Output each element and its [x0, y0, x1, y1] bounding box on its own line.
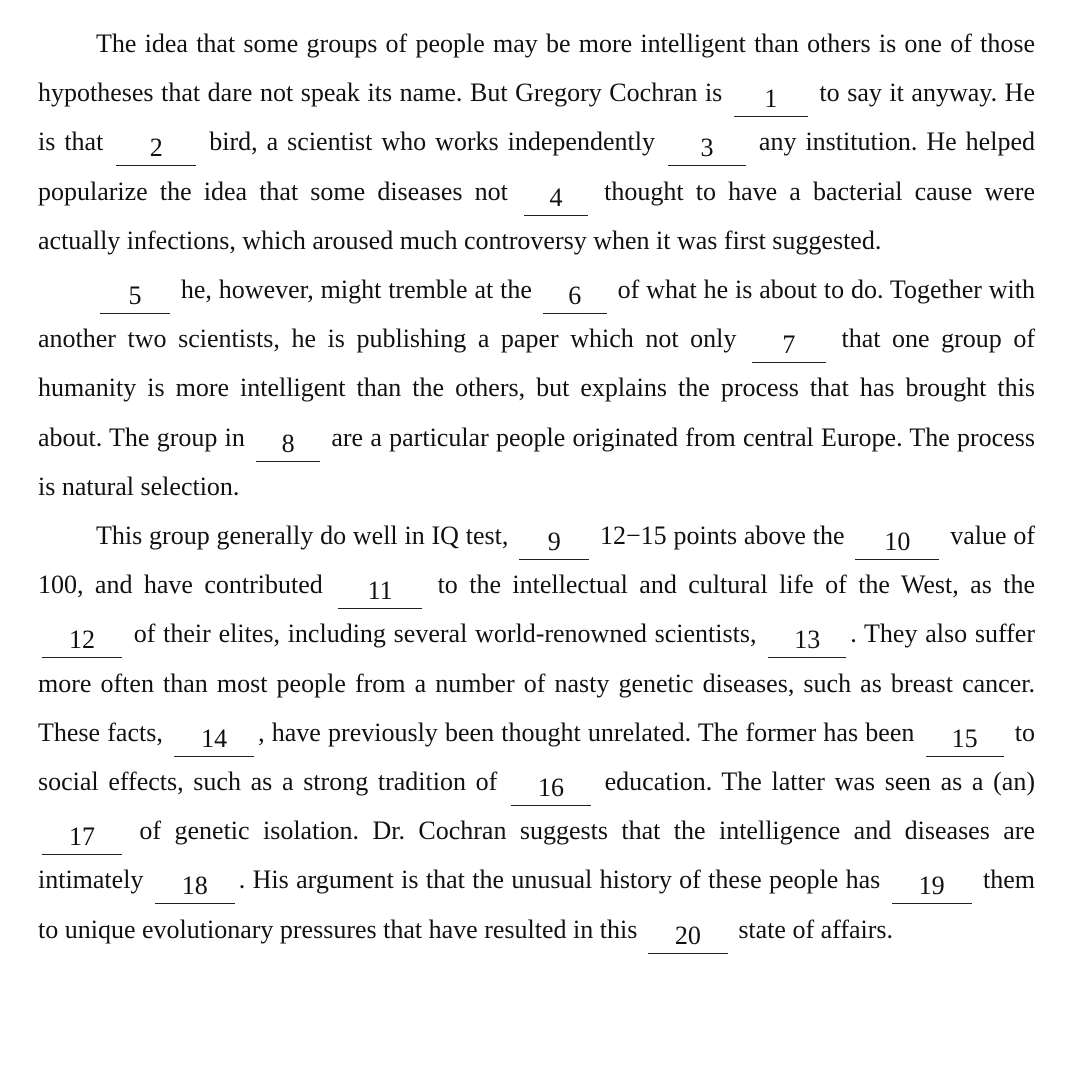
blank-13[interactable]: 13 [768, 627, 846, 658]
text-segment: value of 100, and have contributed [38, 521, 1035, 600]
text-segment: of their elites, including several world-renowned scientists, [126, 619, 765, 649]
blank-2[interactable]: 2 [116, 135, 196, 166]
text-segment: are a particular people originated from central Europe. The process is natural selection. [38, 422, 1035, 501]
blank-18[interactable]: 18 [155, 873, 235, 904]
blank-3[interactable]: 3 [668, 135, 746, 166]
blank-20[interactable]: 20 [648, 923, 728, 954]
text-segment: bird, a scientist who works independently [200, 127, 664, 157]
blank-12[interactable]: 12 [42, 627, 122, 658]
blank-5[interactable]: 5 [100, 283, 170, 314]
blank-14[interactable]: 14 [174, 726, 254, 757]
text-segment: , have previously been thought unrelated. The former has been [258, 717, 922, 747]
blank-19[interactable]: 19 [892, 873, 972, 904]
paragraph-2 [38, 265, 1035, 511]
blank-17[interactable]: 17 [42, 824, 122, 855]
blank-6[interactable]: 6 [543, 283, 607, 314]
text-segment: . They also suffer more often than most people from a number of nasty genetic diseases, such as breast cancer. These facts, [38, 619, 1036, 747]
blank-8[interactable]: 8 [256, 431, 320, 462]
blank-11[interactable]: 11 [338, 578, 422, 609]
text-segment: of genetic isolation. Dr. Cochran suggests that the intelligence and diseases are intimately [38, 816, 1035, 895]
blank-15[interactable]: 15 [926, 726, 1004, 757]
text-segment: to say it anyway. He is that [38, 78, 1035, 157]
text-segment: education. The latter was seen as a (an) [594, 767, 1035, 797]
text-segment: of what he is about to do. Together with another two scientists, he is publishing a paper which not only [38, 275, 1035, 354]
text-segment: thought to have a bacterial cause were actually infections, which aroused much controversy when it was first suggested. [38, 176, 1035, 255]
paragraph-3 [38, 511, 1035, 954]
text-segment: The idea that some groups of people may be more intelligent than others is one of those hypotheses that dare not speak its name. But Gregory Cochran is [38, 29, 1035, 108]
text-segment: he, however, might tremble at the [174, 275, 539, 305]
text-segment: to social effects, such as a strong tradition of [38, 717, 1035, 797]
blank-7[interactable]: 7 [752, 332, 826, 363]
blank-16[interactable]: 16 [511, 775, 591, 806]
text-segment: them to unique evolutionary pressures that have resulted in this [38, 865, 1036, 944]
blank-1[interactable]: 1 [734, 86, 808, 117]
text-segment: to the intellectual and cultural life of the West, as the [426, 570, 1035, 600]
paragraph-1 [38, 19, 1035, 265]
text-segment: . His argument is that the unusual history of these people has [238, 865, 888, 895]
text-segment: that one group of humanity is more intelligent than the others, but explains the process that has brought this about. The group in [38, 324, 1035, 452]
cloze-passage [38, 19, 1035, 954]
blank-10[interactable]: 10 [855, 529, 939, 560]
text-segment: This group generally do well in IQ test, [96, 521, 516, 551]
text-segment: state of affairs. [731, 914, 894, 944]
blank-4[interactable]: 4 [524, 185, 588, 216]
text-segment: 12−15 points above the [593, 521, 852, 551]
text-segment: any institution. He helped popularize the idea that some diseases not [38, 127, 1035, 206]
blank-9[interactable]: 9 [519, 529, 589, 560]
